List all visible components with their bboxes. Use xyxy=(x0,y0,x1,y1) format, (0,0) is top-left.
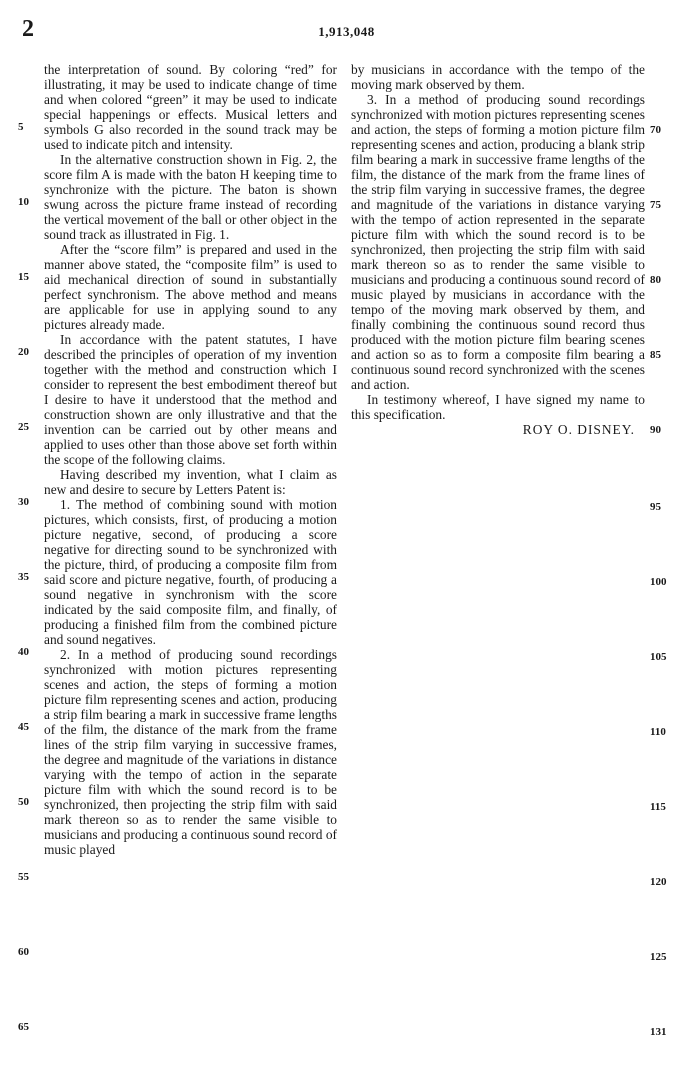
right-column xyxy=(351,62,645,437)
claim-3: 3. In a method of producing sound recordings synchronized with motion pictures representing scenes and action, the steps of forming a motion picture film representing scenes and action, producing a blank strip film bearing a mark in successive frame lengths of the film, the distance of the mark from the frame lines of the strip film varying in successive frames, the degree and magnitude of the variations in distance varying with the tempo of action represented in the separate picture film with which the sound record is to be synchronized, then projecting the strip film with said mark thereon so as to render the same visible to musicians and producing a continuous sound record of music played by musicians in accordance with the tempo of the moving mark observed by them, and finally combining the continuous sound record thus produced with the motion picture film bearing scenes and action so as to form a composite film bearing a continuous sound record synchronized with the scenes and action. xyxy=(351,92,645,392)
left-column xyxy=(44,62,337,857)
claim-1: 1. The method of combining sound with motion pictures, which consists, first, of producing a motion picture negative, second, of producing a score negative for directing sound to be synchronized with the picture, third, of producing a composite film from said score and picture negative, fourth, of producing a sound negative in synchronism with the score indicated by the said composite film, and finally, of producing a finished film from the combined picture and sound negatives. xyxy=(44,497,337,647)
paragraph: In accordance with the patent statutes, I have described the principles of operation of my invention together with the method and construction which I consider to represent the best embodiment thereof but I desire to have it understood that the method and construction shown are only illustrative and that the invention can be carried out by other means and applied to uses other than those above set forth within the scope of the following claims. xyxy=(44,332,337,467)
line-number: 5 xyxy=(18,121,24,133)
page-number: 2 xyxy=(22,16,34,42)
line-number: 45 xyxy=(18,721,29,733)
line-number: 110 xyxy=(650,726,666,738)
signature: ROY O. DISNEY. xyxy=(522,422,635,437)
paragraph: In the alternative construction shown in Fig. 2, the score film A is made with the baton H keeping time to synchronize with the picture. The baton is shown swung across the picture frame instead of recording the vertical movement of the ball or other object in the sound track as illustrated in Fig. 1. xyxy=(44,152,337,242)
line-number: 90 xyxy=(650,424,661,436)
paragraph: Having described my invention, what I claim as new and desire to secure by Letters Patent is: xyxy=(44,467,337,497)
line-number: 105 xyxy=(650,651,667,663)
line-number: 120 xyxy=(650,876,667,888)
line-number: 131 xyxy=(650,1026,667,1038)
line-number: 15 xyxy=(18,271,29,283)
line-number: 115 xyxy=(650,801,666,813)
line-number: 75 xyxy=(650,199,661,211)
line-number: 60 xyxy=(18,946,29,958)
paragraph: the interpretation of sound. By coloring “red” for illustrating, it may be used to indicate change of time and when colored “green” it may be used to indicate special happenings or effects. Musical letters and symbols G also recorded in the sound track may be used to indicate pitch and intensity. xyxy=(44,62,337,152)
line-number: 10 xyxy=(18,196,29,208)
line-number: 20 xyxy=(18,346,29,358)
paragraph: by musicians in accordance with the tempo of the moving mark observed by them. xyxy=(351,62,645,92)
patent-number: 1,913,048 xyxy=(318,24,375,39)
line-number: 65 xyxy=(18,1021,29,1033)
testimony: In testimony whereof, I have signed my name to this specification. xyxy=(351,392,645,422)
line-number: 125 xyxy=(650,951,667,963)
line-number: 70 xyxy=(650,124,661,136)
line-number: 95 xyxy=(650,501,661,513)
claim-2: 2. In a method of producing sound recordings synchronized with motion pictures representing scenes and action, the steps of forming a motion picture film representing scenes and action, producing a strip film bearing a mark in successive frame lengths of the film, the distance of the mark from the frame lines of the strip film varying in successive frames, the degree and magnitude of the variations in distance varying with the tempo of action in the separate picture film with which the sound record is to be synchronized, then projecting the strip film with said mark thereon so as to render the same visible to musicians and producing a continuous sound record of music played xyxy=(44,647,337,857)
line-number: 80 xyxy=(650,274,661,286)
line-number: 25 xyxy=(18,421,29,433)
line-number: 50 xyxy=(18,796,29,808)
line-number: 85 xyxy=(650,349,661,361)
line-number: 30 xyxy=(18,496,29,508)
line-number: 40 xyxy=(18,646,29,658)
line-number: 100 xyxy=(650,576,667,588)
paragraph: After the “score film” is prepared and used in the manner above stated, the “composite film” is used to aid mechanical direction of sound in substantially perfect synchronism. The above method and means are applicable for use in applying sound to any pictures already made. xyxy=(44,242,337,332)
line-number: 55 xyxy=(18,871,29,883)
line-number: 35 xyxy=(18,571,29,583)
